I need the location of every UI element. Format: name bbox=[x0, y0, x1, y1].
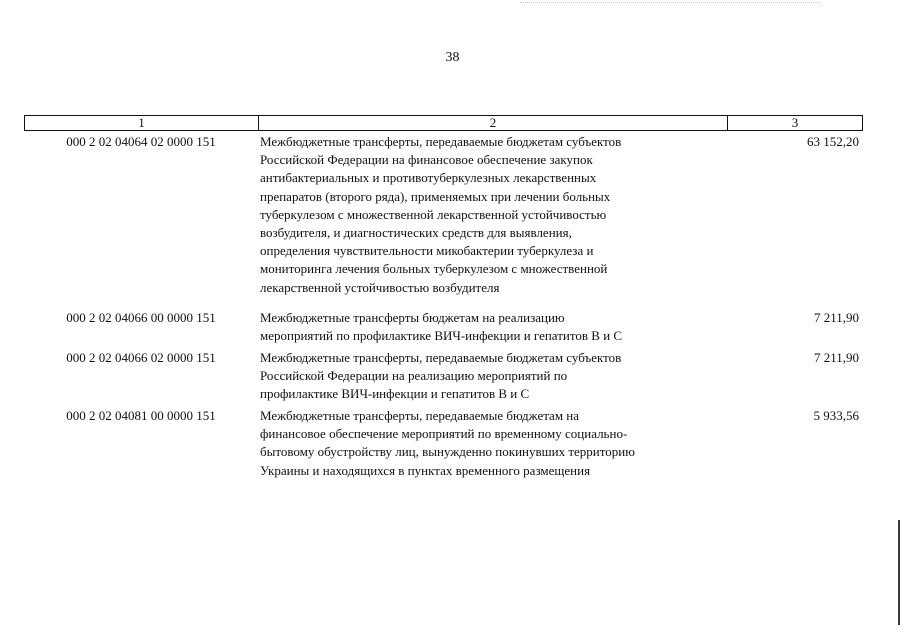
row-description bbox=[260, 133, 726, 297]
description-line: антибактериальных и противотуберкулезных лекарственных bbox=[260, 170, 597, 186]
budget-code: 000 2 02 04066 00 0000 151 bbox=[66, 310, 216, 325]
description-line: финансовое обеспечение мероприятий по временному социально- bbox=[260, 426, 628, 442]
column-header-1: 1 bbox=[25, 116, 259, 130]
column-header-2: 2 bbox=[259, 116, 728, 130]
description-line: мониторинга лечения больных туберкулезом с множественной bbox=[260, 261, 608, 277]
scan-artifact-dots bbox=[520, 2, 820, 4]
description-line: Межбюджетные трансферты бюджетам на реализацию bbox=[260, 310, 565, 325]
table-header-row bbox=[24, 115, 863, 131]
row-amount: 63 152,20 bbox=[807, 134, 859, 149]
description-line: Межбюджетные трансферты, передаваемые бюджетам субъектов bbox=[260, 350, 622, 365]
row-amount: 5 933,56 bbox=[813, 408, 859, 423]
description-line: Российской Федерации на реализацию мероприятий по bbox=[260, 368, 568, 384]
budget-code: 000 2 02 04064 02 0000 151 bbox=[66, 134, 216, 149]
description-line: профилактике ВИЧ-инфекции и гепатитов В и С bbox=[260, 386, 530, 402]
description-line: Российской Федерации на финансовое обеспечение закупок bbox=[260, 152, 593, 168]
page-number: 38 bbox=[445, 50, 460, 65]
row-description bbox=[260, 309, 726, 345]
budget-code: 000 2 02 04066 02 0000 151 bbox=[66, 350, 216, 365]
description-line: бытовому обустройству лиц, вынужденно покинувших территорию bbox=[260, 444, 635, 460]
row-amount: 7 211,90 bbox=[813, 310, 859, 325]
description-line: Межбюджетные трансферты, передаваемые бюджетам субъектов bbox=[260, 134, 622, 149]
column-header-3: 3 bbox=[791, 115, 799, 130]
description-line: Украины и находящихся в пунктах временного размещения bbox=[260, 462, 591, 478]
description-line: туберкулезом с множественной лекарственной устойчивостью bbox=[260, 206, 607, 222]
description-line: препаратов (второго ряда), применяемых при лечении больных bbox=[260, 188, 611, 204]
row-amount: 7 211,90 bbox=[813, 350, 859, 365]
budget-code: 000 2 02 04081 00 0000 151 bbox=[66, 408, 216, 423]
description-line: Межбюджетные трансферты, передаваемые бюджетам на bbox=[260, 408, 580, 423]
description-line: определения чувствительности микобактерии туберкулеза и bbox=[260, 243, 594, 259]
scan-edge-mark bbox=[898, 520, 900, 625]
description-line: возбудителя, и диагностических средств для выявления, bbox=[260, 225, 572, 241]
description-line: мероприятий по профилактике ВИЧ-инфекции и гепатитов В и С bbox=[260, 328, 623, 344]
row-description bbox=[260, 407, 726, 480]
description-line: лекарственной устойчивостью возбудителя bbox=[260, 279, 500, 295]
row-description bbox=[260, 349, 726, 404]
